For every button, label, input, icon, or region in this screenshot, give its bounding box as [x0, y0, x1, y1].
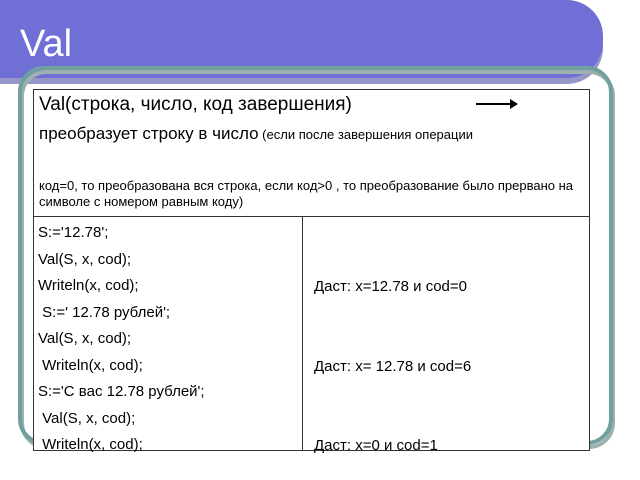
table-divider-vertical — [302, 217, 303, 450]
code-line: Val(S, x, cod); — [38, 409, 136, 427]
table-divider-horizontal — [34, 216, 589, 217]
code-line: S:=' 12.78 рублей'; — [38, 303, 171, 321]
result-3: Даст: x=0 и cod=1 — [314, 437, 438, 454]
description-main: преобразует строку в число — [39, 124, 259, 143]
code-line: Val(S, x, cod); — [38, 330, 132, 347]
syntax-line: Val(строка, число, код завершения) — [39, 94, 352, 115]
description-note: (если после завершения операции — [258, 127, 473, 142]
result-2: Даст: x= 12.78 и cod=6 — [314, 358, 472, 375]
code-line: Writeln(x, cod); — [38, 277, 139, 294]
info-table — [33, 89, 590, 454]
code-line: S:='С вас 12.78 рублей'; — [38, 383, 205, 400]
arrow-right-icon — [476, 103, 512, 105]
description — [39, 124, 584, 144]
code-line: S:='12.78'; — [38, 224, 109, 241]
slide-title: Val — [20, 23, 73, 65]
code-line: Writeln(x, cod); — [38, 436, 143, 453]
code-line: Writeln(x, cod); — [38, 356, 143, 374]
code-line: Val(S, x, cod); — [38, 250, 132, 268]
code-block — [38, 220, 205, 459]
description-rest: код=0, то преобразована вся строка, если код>0 , то преобразование было прервано на символе с номером равным коду) — [39, 178, 574, 209]
result-1: Даст: x=12.78 и cod=0 — [314, 278, 468, 295]
